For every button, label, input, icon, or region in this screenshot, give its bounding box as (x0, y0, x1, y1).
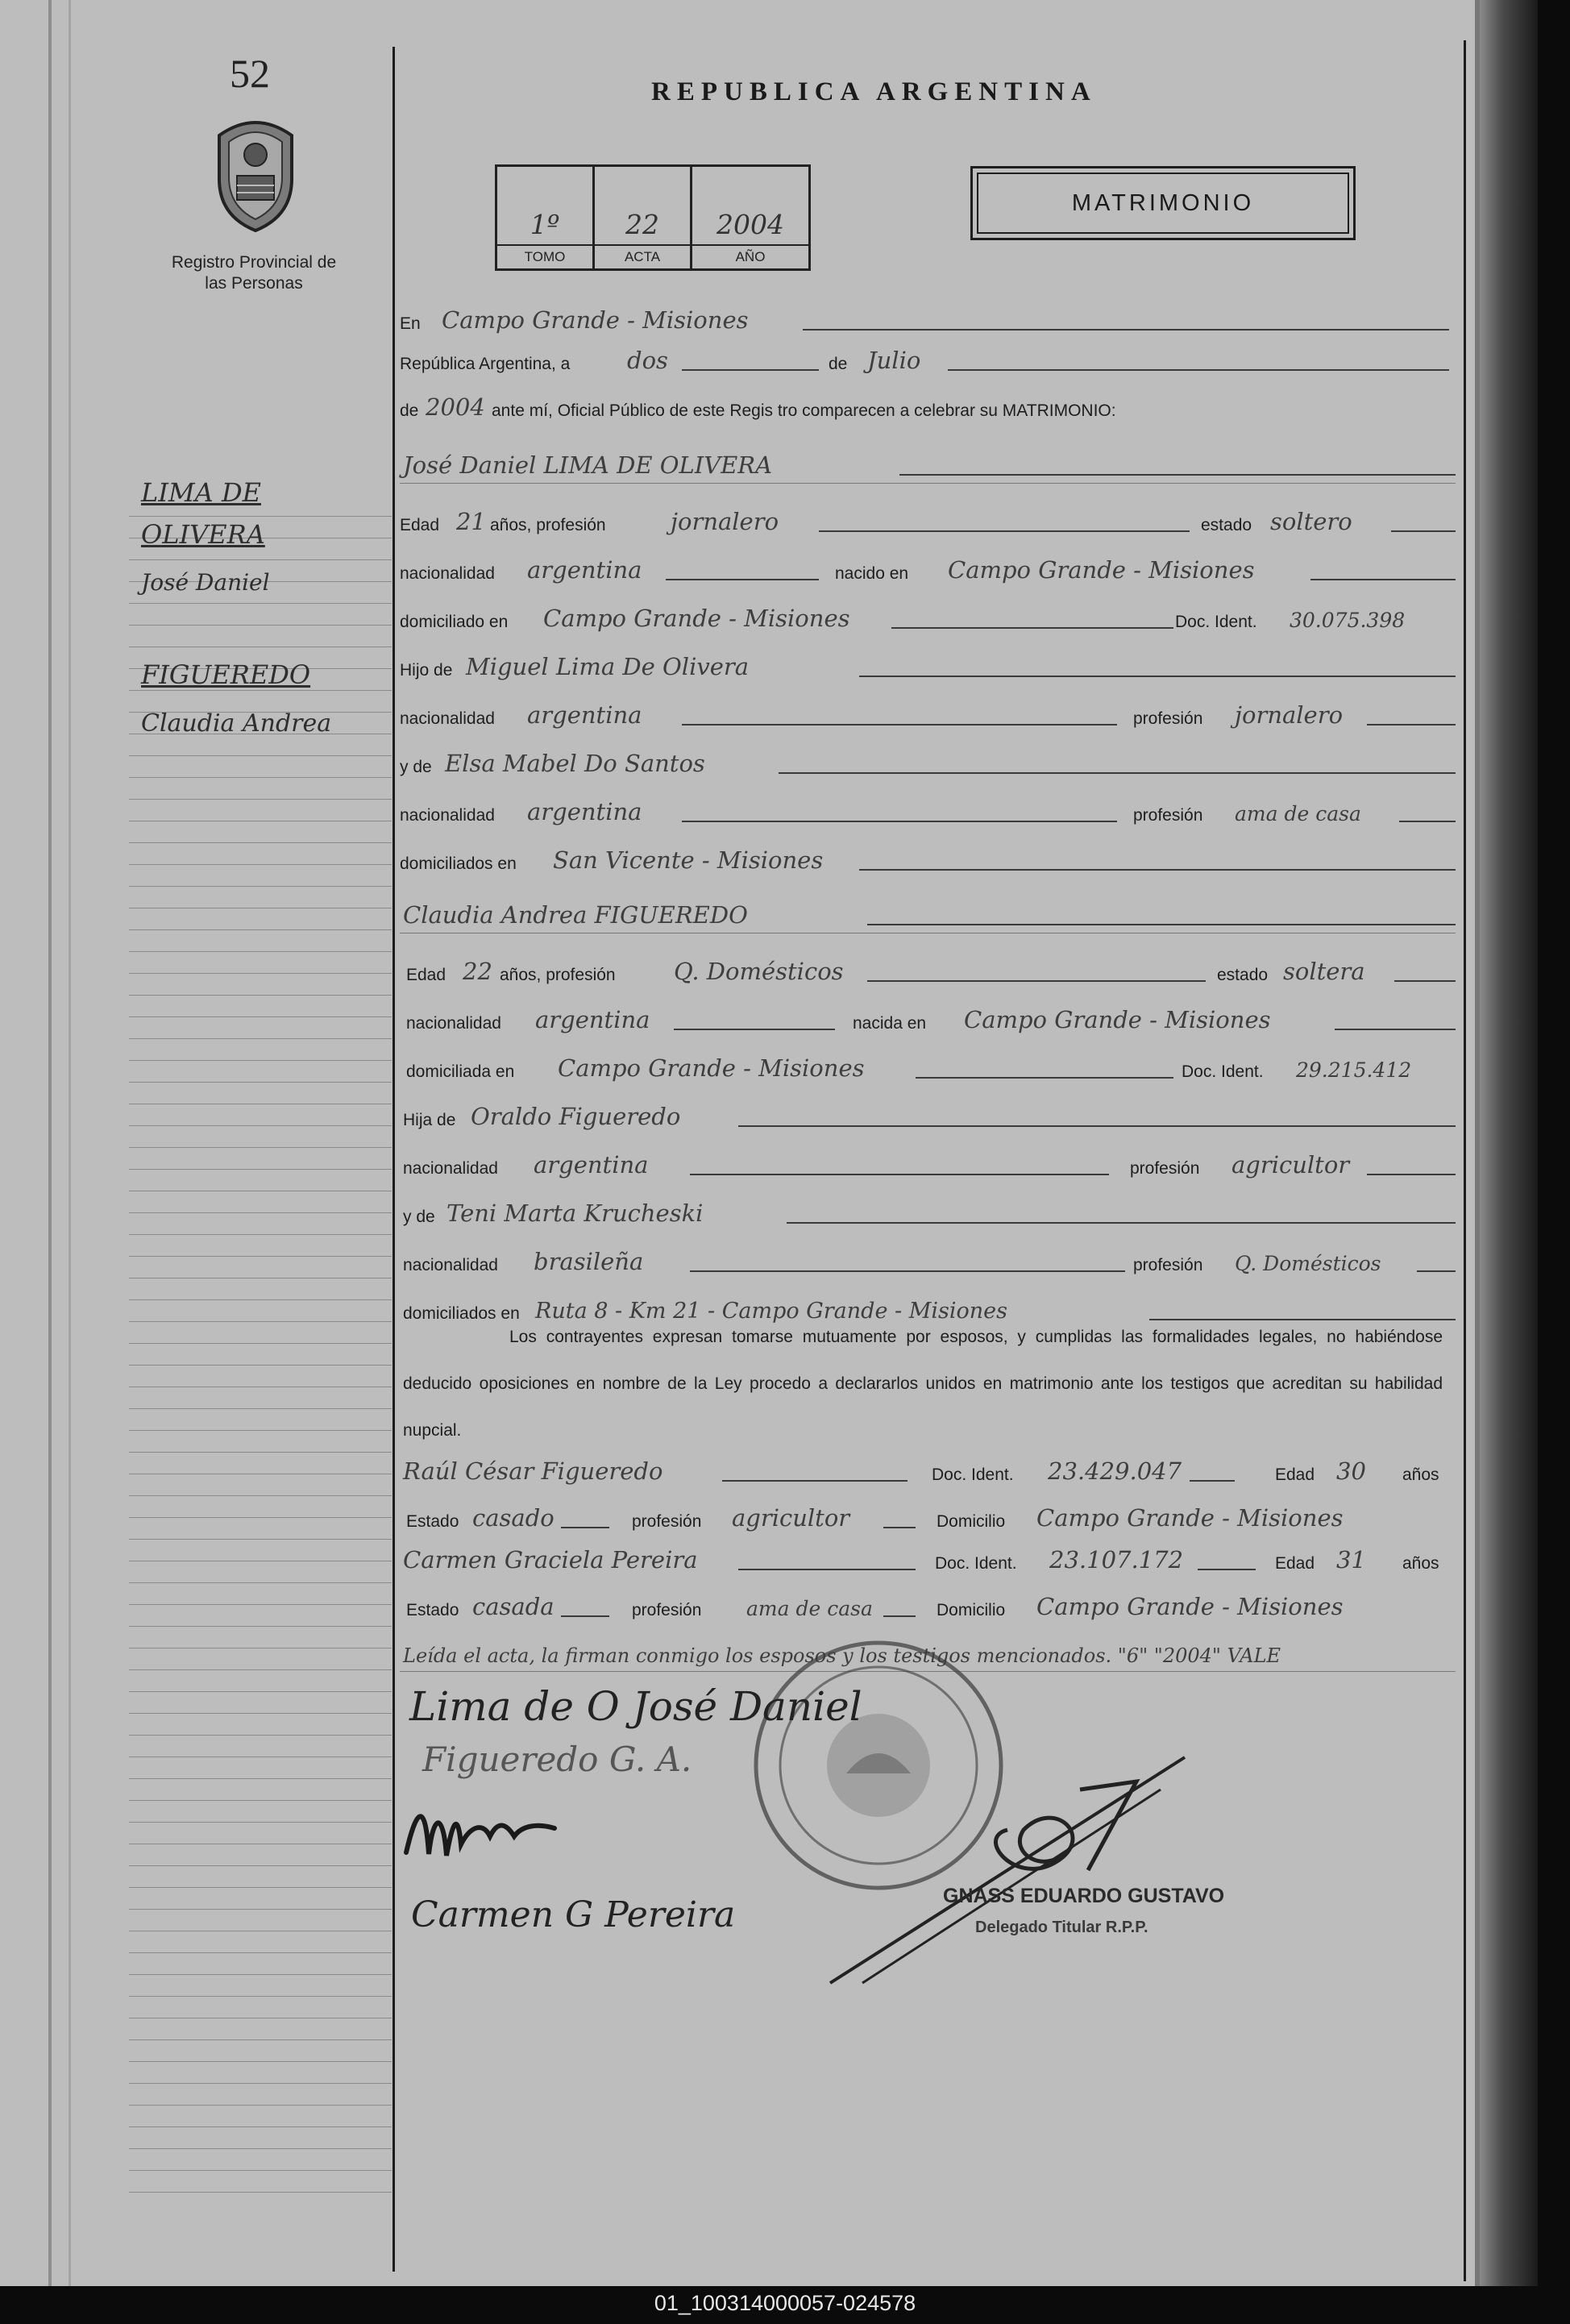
groom-residence: Campo Grande - Misiones (543, 605, 850, 632)
yde-label: y de (400, 758, 432, 776)
margin-rule-line (129, 1691, 392, 1692)
groom-birthplace: Campo Grande - Misiones (948, 556, 1255, 584)
binding-rule (48, 0, 52, 2286)
domicilio-label: Domicilio (937, 1601, 1006, 1619)
page-number: 52 (230, 51, 270, 96)
witness1-age: 30 (1336, 1457, 1366, 1485)
margin-rule-line (129, 646, 392, 647)
closing-text: Leída el acta, la firman conmigo los esposos y los testigos mencionados. "6" "2004" VALE (403, 1644, 1281, 1667)
groom-mother-nationality: argentina (527, 798, 642, 825)
doc-label: Doc. Ident. (1175, 613, 1257, 631)
bride-name: Claudia Andrea FIGUEREDO (403, 901, 748, 929)
profesion-label: profesión (632, 1601, 702, 1619)
groom-id-number: 30.075.398 (1290, 609, 1406, 632)
margin-rule-line (129, 2148, 392, 2149)
year-value: 2004 (426, 393, 485, 421)
margin-rule-line (129, 1038, 392, 1039)
bride-nationality: argentina (535, 1006, 650, 1033)
margin-rule-line (129, 1974, 392, 1975)
margin-rule-line (129, 2061, 392, 2062)
groom-name: José Daniel LIMA DE OLIVERA (403, 451, 773, 479)
profesion-label: profesión (1130, 1159, 1200, 1178)
groom-mother-details-line (400, 798, 1456, 830)
witness1-residence: Campo Grande - Misiones (1036, 1504, 1344, 1532)
margin-rule-line (129, 1343, 392, 1344)
month-value: Julio (867, 347, 921, 374)
republica-label: República Argentina, a (400, 355, 571, 373)
margin-rule-line (129, 1582, 392, 1583)
margin-rule-line (129, 1887, 392, 1888)
anos-label: años (1402, 1554, 1439, 1573)
witness2-age: 31 (1336, 1546, 1366, 1574)
witness1-marital-status: casado (472, 1504, 554, 1532)
bride-mother-name: Teni Marta Krucheski (446, 1199, 704, 1227)
place-value: Campo Grande - Misiones (442, 306, 749, 334)
profesion-label: profesión (1133, 806, 1203, 825)
margin-groom-given: José Daniel (141, 569, 270, 596)
witness1-occupation: agricultor (732, 1504, 850, 1532)
bride-age: 22 (463, 958, 492, 985)
margin-bride-surname: FIGUEREDO (141, 659, 311, 690)
tomo-cell (497, 167, 595, 268)
anio-cell (692, 167, 808, 268)
groom-father-nationality: argentina (527, 701, 642, 729)
profesion-label: profesión (1133, 1256, 1203, 1274)
estado-label: estado (1217, 966, 1269, 984)
groom-occupation: jornalero (671, 508, 779, 535)
groom-age: 21 (456, 508, 486, 535)
provincial-crest-icon (211, 113, 300, 234)
margin-rule-line (129, 1452, 392, 1453)
witness1-line (400, 1457, 1456, 1490)
bride-residence-line (400, 1054, 1456, 1087)
bride-signature: Figueredo G. A. (422, 1740, 692, 1779)
margin-rule-line (129, 1016, 392, 1017)
witness2-line (400, 1546, 1456, 1578)
margin-rule-line (129, 1125, 392, 1126)
book-edge (1480, 0, 1538, 2286)
officer-signature-icon (814, 1741, 1201, 1999)
groom-age-line (400, 508, 1456, 540)
bride-mother-occupation: Q. Domésticos (1235, 1252, 1381, 1275)
groom-marital-status: soltero (1270, 508, 1352, 535)
margin-rule-line (129, 995, 392, 996)
officer-name: GNASS EDUARDO GUSTAVO (943, 1885, 1225, 1907)
margin-rule-line (129, 1996, 392, 1997)
hijo-label: Hijo de (400, 661, 453, 680)
witness2-residence: Campo Grande - Misiones (1036, 1593, 1344, 1620)
page-border (1464, 40, 1466, 2281)
de-label: de (829, 355, 848, 373)
margin-rule-line (129, 1713, 392, 1714)
margin-rule-line (129, 1169, 392, 1170)
day-value: dos (627, 347, 668, 374)
margin-rule-line (129, 842, 392, 843)
ante-line (400, 393, 1456, 426)
margin-ruled-lines (129, 516, 392, 2249)
margin-rule-line (129, 2192, 392, 2193)
record-type-box (970, 166, 1356, 240)
edad-label: Edad (400, 516, 440, 534)
witness1-id-number: 23.429.047 (1048, 1457, 1182, 1485)
bride-father-details-line (400, 1151, 1456, 1183)
nacionalidad-label: nacionalidad (403, 1159, 498, 1178)
margin-rule-line (129, 1430, 392, 1431)
tomo-label: TOMO (497, 244, 592, 268)
binding-rule (69, 0, 71, 2286)
margin-groom-surname-1: LIMA DE (141, 477, 261, 508)
estado-label: Estado (406, 1601, 459, 1619)
estado-label: Estado (406, 1512, 459, 1531)
ante-text: ante mí, Oficial Público de este Regis tro comparecen a celebrar su MATRIMONIO: (492, 401, 1116, 420)
acta-value: 22 (625, 209, 659, 240)
bride-occupation: Q. Domésticos (674, 958, 844, 985)
officer-title: Delegado Titular R.P.P. (975, 1919, 1148, 1936)
edad-label: Edad (1275, 1465, 1315, 1484)
groom-father-name: Miguel Lima De Olivera (466, 653, 750, 680)
margin-rule-line (129, 1822, 392, 1823)
domiciliado-label: domiciliado en (400, 613, 509, 631)
groom-father-line (400, 653, 1456, 685)
bride-parents-residence: Ruta 8 - Km 21 - Campo Grande - Misiones (535, 1299, 1007, 1324)
margin-rule-line (129, 1212, 392, 1213)
date-line (400, 347, 1456, 379)
bride-father-nationality: argentina (534, 1151, 649, 1179)
edad-label: Edad (406, 966, 446, 984)
profesion-label: profesión (632, 1512, 702, 1531)
groom-father-details-line (400, 701, 1456, 734)
margin-rule-line (129, 603, 392, 604)
margin-rule-line (129, 1669, 392, 1670)
margin-rule-line (129, 755, 392, 756)
anio-value: 2004 (716, 209, 784, 240)
groom-mother-name: Elsa Mabel Do Santos (445, 750, 705, 777)
margin-rule-line (129, 1604, 392, 1605)
domiciliada-label: domiciliada en (406, 1062, 515, 1081)
margin-rule-line (129, 1626, 392, 1627)
margin-rule-line (129, 1952, 392, 1953)
acta-cell (595, 167, 692, 268)
bride-father-line (400, 1103, 1456, 1135)
margin-rule-line (129, 559, 392, 560)
estado-label: estado (1201, 516, 1252, 534)
margin-rule-line (129, 1060, 392, 1061)
groom-parents-residence-line (400, 846, 1456, 879)
witness1-signature-icon (401, 1788, 563, 1869)
margin-rule-line (129, 951, 392, 952)
bride-birthplace: Campo Grande - Misiones (964, 1006, 1271, 1033)
margin-groom-surname-2: OLIVERA (141, 519, 265, 550)
domiciliados-label: domiciliados en (400, 854, 517, 873)
groom-mother-line (400, 750, 1456, 782)
nacionalidad-label: nacionalidad (400, 806, 495, 825)
de2-label: de (400, 401, 419, 420)
margin-rule-line (129, 1778, 392, 1779)
bride-nationality-line (400, 1006, 1456, 1038)
en-label: En (400, 314, 421, 333)
record-type: MATRIMONIO (977, 173, 1349, 234)
registry-label: Registro Provincial de las Personas (171, 253, 337, 293)
margin-rule-line (129, 516, 392, 517)
groom-nationality-line (400, 556, 1456, 588)
bride-age-line (400, 958, 1456, 990)
edad-label: Edad (1275, 1554, 1315, 1573)
groom-name-line (400, 451, 1456, 484)
witness2-details-line (400, 1593, 1456, 1625)
margin-rule-line (129, 799, 392, 800)
margin-rule-line (129, 1299, 392, 1300)
margin-rule-line (129, 1865, 392, 1866)
margin-rule-line (129, 864, 392, 865)
margin-rule-line (129, 1539, 392, 1540)
groom-father-occupation: jornalero (1235, 701, 1344, 729)
groom-nationality: argentina (527, 556, 642, 584)
bride-id-number: 29.215.412 (1296, 1058, 1412, 1082)
bride-residence: Campo Grande - Misiones (558, 1054, 865, 1082)
witness2-marital-status: casada (472, 1593, 554, 1620)
domicilio-label: Domicilio (937, 1512, 1006, 1531)
groom-signature: Lima de O José Daniel (409, 1683, 862, 1730)
doc-label: Doc. Ident. (932, 1465, 1014, 1484)
margin-rule-line (129, 1408, 392, 1409)
country-title: REPUBLICA ARGENTINA (651, 77, 1097, 106)
margin-rule-line (129, 1365, 392, 1366)
bride-mother-nationality: brasileña (534, 1248, 644, 1275)
place-line (400, 306, 1456, 339)
domiciliados-label: domiciliados en (403, 1304, 520, 1323)
margin-rule-line (129, 1735, 392, 1736)
profesion-label: profesión (1133, 709, 1203, 728)
anos-profesion-label: años, profesión (500, 966, 616, 984)
bride-father-occupation: agricultor (1231, 1151, 1350, 1179)
groom-parents-residence: San Vicente - Misiones (553, 846, 824, 874)
tomo-value: 1º (530, 209, 560, 240)
margin-rule-line (129, 973, 392, 974)
nacionalidad-label: nacionalidad (400, 709, 495, 728)
margin-rule-line (129, 929, 392, 930)
record-reference-box (495, 164, 811, 271)
margin-rule-line (129, 777, 392, 778)
nacionalidad-label: nacionalidad (403, 1256, 498, 1274)
groom-mother-occupation: ama de casa (1235, 802, 1361, 825)
margin-rule-line (129, 1495, 392, 1496)
bride-mother-details-line (400, 1248, 1456, 1280)
hija-label: Hija de (403, 1111, 456, 1129)
margin-rule-line (129, 1800, 392, 1801)
nacionalidad-label: nacionalidad (406, 1014, 501, 1033)
margin-rule-line (129, 1517, 392, 1518)
margin-rule-line (129, 1147, 392, 1148)
margin-rule-line (129, 625, 392, 626)
margin-rule-line (129, 1909, 392, 1910)
margin-bride-given: Claudia Andrea (141, 709, 332, 738)
witness1-name: Raúl César Figueredo (403, 1457, 663, 1485)
witness2-signature: Carmen G Pereira (411, 1894, 736, 1935)
margin-rule-line (129, 2039, 392, 2040)
anos-profesion-label: años, profesión (490, 516, 606, 534)
margin-rule-line (129, 1321, 392, 1322)
witness2-id-number: 23.107.172 (1049, 1546, 1184, 1574)
margin-rule-line (129, 1234, 392, 1235)
margin-rule-line (129, 1082, 392, 1083)
declaration-text: Los contrayentes expresan tomarse mutuamente por esposos, y cumplidas las formalidades legales, no habiéndose deducido oposiciones en nombre de la Ley procedo a declararlos unidos en matrimonio ante los testigos que acreditan su habilidad nupcial. (403, 1328, 1443, 1440)
margin-rule-line (129, 2170, 392, 2171)
doc-label: Doc. Ident. (935, 1554, 1017, 1573)
bride-father-name: Oraldo Figueredo (471, 1103, 681, 1130)
yde-label: y de (403, 1208, 435, 1226)
witness2-occupation: ama de casa (746, 1597, 873, 1620)
nacida-label: nacida en (853, 1014, 927, 1033)
margin-rule-line (129, 1256, 392, 1257)
margin-rule-line (129, 2105, 392, 2106)
acta-label: ACTA (595, 244, 690, 268)
document-id: 01_100314000057-024578 (654, 2291, 916, 2315)
nacionalidad-label: nacionalidad (400, 564, 495, 583)
anos-label: años (1402, 1465, 1439, 1484)
nacido-label: nacido en (835, 564, 909, 583)
witness2-name: Carmen Graciela Pereira (403, 1546, 698, 1574)
witness1-details-line (400, 1504, 1456, 1536)
bride-name-line (400, 901, 1456, 933)
bride-marital-status: soltera (1283, 958, 1365, 985)
anio-label: AÑO (692, 244, 808, 268)
doc-label: Doc. Ident. (1182, 1062, 1264, 1081)
margin-rule-line (129, 886, 392, 887)
margin-rule-line (129, 690, 392, 691)
margin-divider (392, 47, 395, 2272)
groom-residence-line (400, 605, 1456, 637)
bride-mother-line (400, 1199, 1456, 1232)
margin-rule-line (129, 2083, 392, 2084)
